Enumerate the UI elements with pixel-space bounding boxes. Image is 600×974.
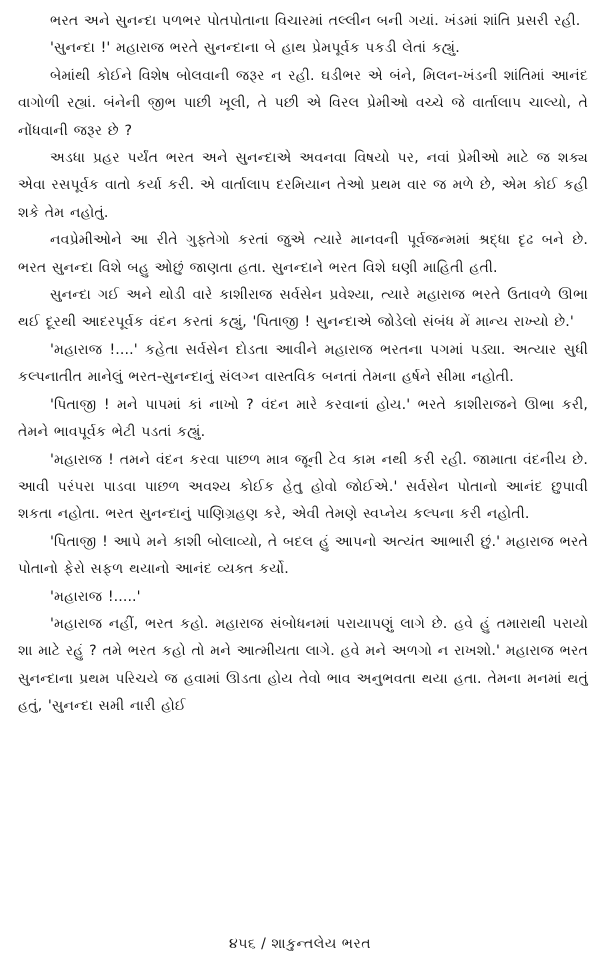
- paragraph: અડધા પ્રહર પર્યંત ભરત અને સુનન્દાએ અવનવા વિષયો પર, નવાં પ્રેમીઓ માટે જ શક્ય એવા રસપૂર્વક વાતો કર્યા કરી. એ વાર્તાલાપ દરમિયાન તેઓ પ્રથમ વાર જ મળે છે, એમ કોઈ કહી શકે તેમ નહોતું.: [18, 150, 588, 221]
- paragraph: 'પિતાજી ! મને પાપમાં કાં નાખો ? વંદન મારે કરવાનાં હોય.' ભરતે કાશીરાજને ઊભા કરી, તેમને ભાવપૂર્વક ભેટી પડતાં કહ્યું.: [18, 396, 588, 441]
- paragraph: નવપ્રેમીઓને આ રીતે ગુફ્તેગો કરતાં જુએ ત્યારે માનવની પૂર્વજન્મમાં શ્રદ્ધા દૃઢ બને છે. ભરત સુનન્દા વિશે બહુ ઓછું જાણતા હતા. સુનન્દાને ભરત વિશે ઘણી માહિતી હતી.: [18, 232, 588, 276]
- paragraph: 'મહારાજ !.....': [50, 588, 141, 605]
- paragraph: 'સુનન્દા !' મહારાજ ભરતે સુનન્દાના બે હાથ પ્રેમપૂર્વક પકડી લેતાં કહ્યું.: [50, 40, 460, 57]
- page-footer: ૪૫૬ / શાકુન્તલેય ભરત: [229, 936, 371, 952]
- paragraph: સુનન્દા ગઈ અને થોડી વારે કાશીરાજ સર્વસેન પ્રવેશ્યા, ત્યારે મહારાજ ભરતે ઉતાવળે ઊભા થઈ દૂરથી આદરપૂર્વક વંદન કરતાં કહ્યું, 'પિતાજી ! સુનન્દાએ જોડેલો સંબંધ મેં માન્ય રાખ્યો છે.': [18, 287, 588, 331]
- paragraph: ભરત અને સુનન્દા પળભર પોતપોતાના વિચારમાં તલ્લીન બની ગયાં. ખંડમાં શાંતિ પ્રસરી રહી.: [50, 13, 581, 29]
- paragraph: 'મહારાજ નહીં, ભરત કહો. મહારાજ સંબોધનમાં પરાયાપણું લાગે છે. હવે હું તમારાથી પરાયો શા માટે રહું ? તમે ભરત કહો તો મને આત્મીયતા લાગે. હવે મને અળગો ન રાખશો.' મહારાજ ભરત સુનન્દાના પ્રથમ પરિચયે જ હવામાં ઊડતા હોય તેવો ભાવ અનુભવતા થયા હતા. તેમના મનમાં થતું હતું, 'સુનન્દા સમી નારી હોઈ: [18, 615, 588, 715]
- paragraph: 'પિતાજી ! આપે મને કાશી બોલાવ્યો, તે બદલ હું આપનો અત્યંત આભારી છું.' મહારાજ ભરતે પોતાનો ફેરો સફળ થયાનો આનંદ વ્યક્ત કર્યો.: [18, 533, 588, 578]
- page-body: [18, 8, 588, 721]
- paragraph: 'મહારાજ ! તમને વંદન કરવા પાછળ માત્ર જૂની ટેવ કામ નથી કરી રહી. જામાતા વંદનીય છે. આવી પરંપરા પાડવા પાછળ અવશ્ય કોઈક હેતુ હોવો જોઈએ.' સર્વસેન પોતાનો આનંદ છુપાવી શકતા નહોતા. ભરત સુનન્દાનું પાણિગ્રહણ કરે, એવી તેમણે સ્વપ્નેય કલ્પના કરી નહોતી.: [18, 451, 588, 523]
- paragraph: 'મહારાજ !....' કહેતા સર્વસેન દોડતા આવીને મહારાજ ભરતના પગમાં પડ્યા. અત્યાર સુધી કલ્પનાતીત માનેલું ભરત-સુનન્દાનું સંલગ્ન વાસ્તવિક બનતાં તેમના હર્ષને સીમા નહોતી.: [18, 341, 588, 386]
- paragraph: બેમાંથી કોઈને વિશેષ બોલવાની જરૂર ન રહી. ઘડીભર એ બંને, મિલન-ખંડની શાંતિમાં આનંદ વાગોળી રહ્યાં. બંનેની જીભ પાછી ખૂલી, તે પછી એ વિરલ પ્રેમીઓ વચ્ચે જે વાર્તાલાપ ચાલ્યો, તે નોંધવાની જરૂર છે ?: [18, 67, 588, 139]
